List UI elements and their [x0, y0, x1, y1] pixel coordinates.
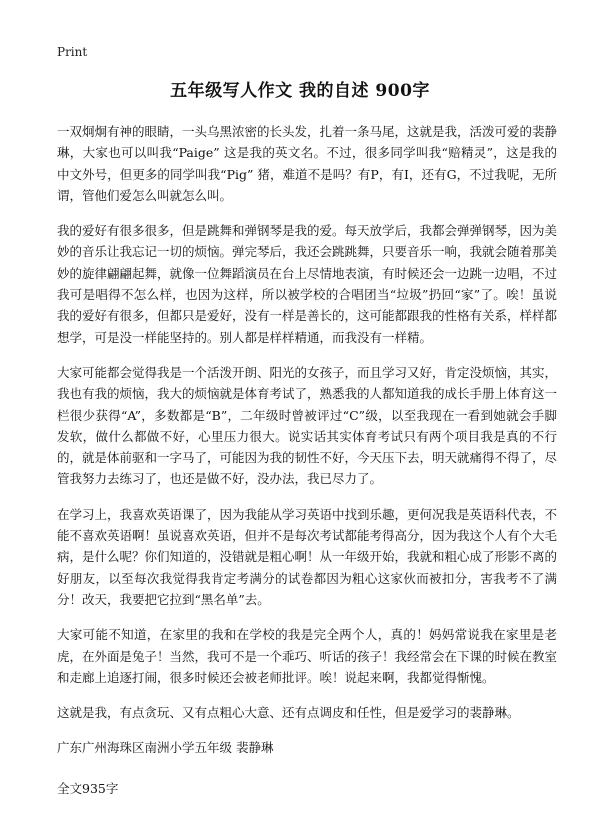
paragraph: 在学习上，我喜欢英语课了，因为我能从学习英语中找到乐趣，更何况我是英语科代表，不能不喜欢英语啊！虽说喜欢英语，但并不是每次考试都能考得高分，因为我这个人有个大毛病，是什么呢？你们知道的，没错就是粗心啊！从一年级开始，我就和粗心成了形影不离的好朋友，以至每次我觉得我肯定考满分的试卷都因为粗心这家伙而被扣分，害我考不了满分！改天，我要把它拉到“黑名单”去。	[57, 506, 558, 607]
article-body	[57, 121, 557, 799]
paragraph: 这就是我，有点贪玩、又有点粗心大意、还有点调皮和任性，但是爱学习的裴静琳。	[57, 705, 520, 721]
paragraph: 一双炯炯有神的眼睛，一头乌黑浓密的长头发，扎着一条马尾，这就是我，活泼可爱的裴静琳，大家也可以叫我“Paige” 这是我的英文名。不过，很多同学叫我“赔精灵”，这是我的中文外号，但更多的同学叫我“Pig” 猪，难道不是吗？有P，有I，还有G，不过我呢，无所谓，管他们爱怎么叫就怎么叫。	[57, 124, 558, 203]
author-signature: 广东广州海珠区南洲小学五年级 裴静琳	[57, 740, 274, 756]
article-title: 五年级写人作文 我的自述 900字	[170, 81, 430, 101]
paragraph: 大家可能不知道，在家里的我和在学校的我是完全两个人，真的！妈妈常说我在家里是老虎，在外面是兔子！当然，我可不是一个乖巧、听话的孩子！我经常会在下课的时候在教室和走廊上追逐打闹，很多时候还会被老师批评。唉！说起来啊，我都觉得惭愧。	[57, 627, 558, 685]
paragraph: 我的爱好有很多很多，但是跳舞和弹钢琴是我的爱。每天放学后，我都会弹弹钢琴，因为美妙的音乐让我忘记一切的烦恼。弹完琴后，我还会跳跳舞，只要音乐一响，我就会随着那美妙的旋律翩翩起舞，就像一位舞蹈演员在台上尽情地表演，有时候还会一边跳一边唱，不过我可是唱得不怎么样，也因为这样，所以被学校的合唱团当“垃圾”扔回“家”了。唉！虽说我的爱好有很多，但都只是爱好，没有一样是善长的，这可能都跟我的性格有关系，样样都想学，可是没一样能坚持的。别人都是样样精通，而我没有一样精。	[57, 223, 558, 345]
print-link[interactable]: Print	[57, 45, 88, 59]
paragraph: 大家可能都会觉得我是一个活泼开朗、阳光的女孩子，而且学习又好，肯定没烦恼，其实，我也有我的烦恼，我大的烦恼就是体育考试了，熟悉我的人都知道我的成长手册上体育这一栏很少获得“A”，多数都是“B”，二年级时曾被评过“C”级，以至我现在一看到她就会手脚发软，做什么都做不好，心里压力很大。说实话其实体育考试只有两个项目我是真的不行的，就是体前驱和一字马了，可能因为我的韧性不好，今天压下去，明天就痛得不得了，尽管我努力去练习了，也还是做不好，没办法，我已尽力了。	[57, 364, 558, 487]
word-count: 全文935字	[57, 781, 119, 797]
